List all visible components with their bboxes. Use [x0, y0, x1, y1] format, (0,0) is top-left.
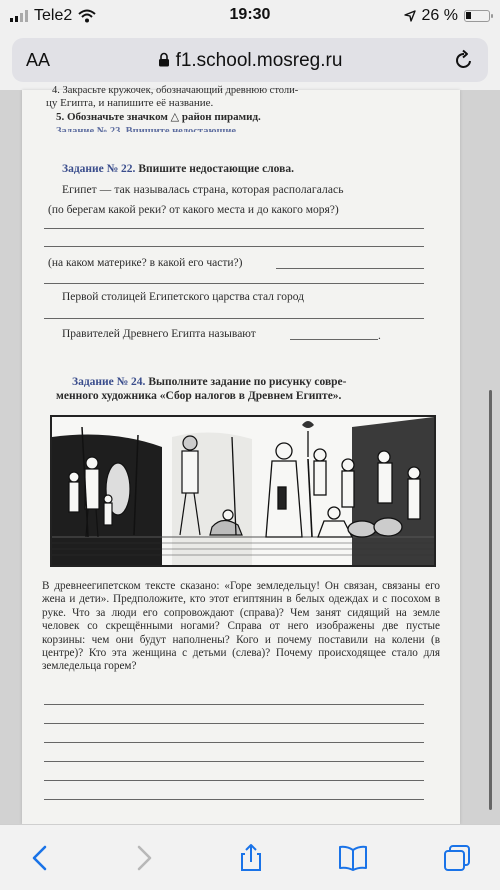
- answer-line: [44, 780, 424, 781]
- answer-line: [290, 339, 378, 340]
- cut-line-4: [56, 125, 247, 131]
- answer-line: [276, 268, 424, 269]
- answer-line: [44, 742, 424, 743]
- battery-percent: 26 %: [421, 7, 458, 24]
- page-gap: [22, 132, 460, 152]
- task22-line5: Правителей Древнего Египта называют: [62, 328, 256, 340]
- location-arrow-icon: [404, 10, 416, 22]
- answer-line: [44, 723, 424, 724]
- task24-instruction-l1: Выполните задание по рисунку совре-: [148, 376, 347, 388]
- cut-line-1: 4. Закрасьте кружочек, обозначающий древнюю столи-: [52, 85, 299, 96]
- lock-icon: [158, 52, 170, 67]
- task22-header: [62, 162, 294, 176]
- scrollbar[interactable]: [489, 390, 492, 810]
- task24-header: [72, 375, 347, 389]
- web-content[interactable]: [0, 85, 500, 824]
- url-text: f1.school.mosreg.ru: [175, 50, 343, 71]
- answer-line: [44, 799, 424, 800]
- task24-paragraph: В древнеегипетском тексте сказано: «Горе земледельцу! Он связан, связаны его жена и дети». Предположите, кто этот египтянин в белых одеждах и с посохом в руке. Что за люди его сопровождают (справа)? Чем занят сидящий на земле человек со скрещёнными ногами? Справа от него изображены две пустые корзины: чем они будут наполнены? Кого и почему поставили на колени (в центре)? Кто эта женщина с детьми (слева)? Почему происходящее стало для земледельца горем?: [42, 580, 440, 673]
- carrier-name: Tele2: [34, 7, 73, 24]
- task24-number: Задание № 24.: [72, 376, 146, 388]
- battery-icon: [464, 10, 490, 22]
- status-right: [404, 7, 490, 25]
- task24-instruction-l2: менного художника «Сбор налогов в Древнем Египте».: [56, 390, 342, 402]
- text-size-button[interactable]: AA: [26, 50, 51, 70]
- forward-arrow-icon[interactable]: [128, 843, 158, 873]
- task22-line2: (по берегам какой реки? от какого места и до какого моря?): [48, 204, 339, 216]
- task22-dot: .: [378, 330, 381, 342]
- task22-number: Задание № 22.: [62, 163, 136, 175]
- status-bar: [0, 0, 500, 30]
- answer-line: [44, 761, 424, 762]
- worksheet-page: [22, 85, 460, 824]
- reload-icon[interactable]: [454, 49, 474, 71]
- task22-line4: Первой столицей Египетского царства стал город: [62, 291, 304, 303]
- cut-line-3: 5. Обозначьте значком △ район пирамид.: [56, 111, 261, 123]
- answer-line: [44, 228, 424, 229]
- tax-collection-illustration: [50, 415, 436, 567]
- task22-line1: Египет — так называлась страна, которая располагалась: [62, 184, 344, 196]
- battery-fill: [466, 12, 471, 19]
- address-bar[interactable]: [12, 38, 488, 82]
- browser-toolbar: [0, 824, 500, 890]
- illustration-drawing: [52, 417, 434, 565]
- answer-line: [44, 246, 424, 247]
- browser-address-area: [0, 30, 500, 90]
- bookmarks-icon[interactable]: [338, 843, 368, 873]
- url-display[interactable]: [12, 50, 488, 72]
- share-icon[interactable]: [236, 843, 266, 873]
- clock: 19:30: [229, 6, 271, 23]
- task22-line3: (на каком материке? в какой его части?): [48, 257, 243, 269]
- tabs-icon[interactable]: [442, 843, 472, 873]
- back-arrow-icon[interactable]: [26, 843, 56, 873]
- answer-line: [44, 318, 424, 319]
- task22-instruction: Впишите недостающие слова.: [138, 163, 294, 175]
- answer-line: [44, 704, 424, 705]
- cut-line-2: цу Египта, и напишите её название.: [46, 97, 214, 109]
- answer-line: [44, 283, 424, 284]
